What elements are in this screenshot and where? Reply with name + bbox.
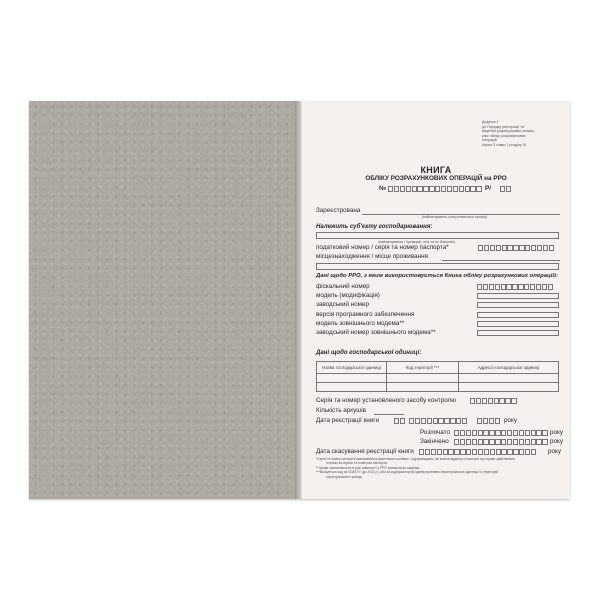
rro-field-software: версія програмного забезпечення — [316, 311, 415, 318]
cancel-date-boxes[interactable] — [419, 449, 537, 455]
cancel-date-label: Дата скасування реєстрації книги — [316, 448, 414, 455]
footnote: ***Вказується код за КОАТУУ (до 2021 р.) або за кодифікатором адміністративно-територіальних одиниць та територій — [316, 470, 499, 475]
appendix-line: книг обліку розрахункових — [482, 133, 526, 138]
unit-cell[interactable] — [317, 374, 387, 383]
control-series-label: Серія та номер установленого засобу контролю — [316, 397, 456, 404]
rro-field-serial: заводський номер — [316, 301, 369, 308]
reg-date-day-boxes[interactable] — [394, 418, 406, 424]
registration-caption: (найменування контролюючого органу) — [422, 215, 488, 219]
appendix-line: ведення розрахункових книжок, — [482, 129, 535, 134]
cancel-date-year-label: року — [548, 448, 561, 455]
book-title: КНИГА — [420, 165, 452, 175]
number-suffix: Р/ — [485, 185, 491, 192]
tax-number-boxes[interactable] — [478, 245, 555, 251]
registration-label: Зареєстрована — [316, 207, 361, 214]
location-line[interactable] — [442, 260, 560, 261]
finished-year-label: року — [550, 438, 563, 445]
rro-heading: Дані щодо РРО, з яким використовується Книга обліку розрахункових операцій: — [316, 273, 558, 279]
control-series-boxes[interactable] — [470, 398, 517, 404]
appendix-line: операцій — [482, 138, 497, 143]
started-date-boxes[interactable] — [454, 430, 548, 436]
unit-table — [316, 361, 559, 392]
tax-number-label: податковий номер / серія та номер паспорта* — [316, 244, 449, 251]
fiscal-number-boxes[interactable] — [477, 284, 554, 290]
started-year-label: року — [550, 429, 563, 436]
unit-col-name: Назва господарської одиниці — [317, 362, 387, 374]
finished-label: Закінчено — [420, 438, 449, 445]
book-subtitle: ОБЛІКУ РОЗРАХУНКОВИХ ОПЕРАЦІЙ на РРО — [365, 175, 507, 182]
footnotes — [316, 457, 515, 479]
model-field[interactable] — [477, 293, 559, 299]
appendix-line: до Порядку реєстрації та — [482, 124, 524, 129]
rro-field-modem-model: модель зовнішнього модема** — [316, 320, 405, 327]
footnote: територіальних громад. — [326, 474, 363, 479]
open-book — [29, 101, 570, 499]
software-field[interactable] — [477, 312, 559, 318]
rro-field-fiscal: фіскальний номер — [316, 283, 370, 290]
location-field[interactable] — [316, 263, 559, 270]
unit-col-code: Код території *** — [387, 362, 459, 374]
location-label: місцезнаходження / місце проживання — [316, 253, 428, 260]
reg-date-year-label: року — [504, 417, 517, 424]
unit-col-address: Адреса господарської одиниці — [459, 362, 559, 374]
appendix-note — [482, 120, 535, 148]
unit-cell[interactable] — [317, 383, 387, 392]
unit-heading: Дані щодо господарської одиниці: — [316, 349, 422, 356]
form-page — [302, 101, 570, 499]
number-label: № — [379, 185, 387, 192]
book-number-suffix-boxes[interactable] — [500, 186, 512, 192]
book-number-boxes[interactable] — [388, 186, 482, 192]
reg-date-year-boxes[interactable] — [477, 418, 501, 424]
sheets-line[interactable] — [374, 414, 404, 415]
reg-date-label: Дата реєстрації книги — [316, 417, 380, 424]
footnote: платежі за серією та номером паспорта. — [326, 461, 388, 466]
unit-cell[interactable] — [459, 374, 559, 383]
unit-cell[interactable] — [387, 383, 459, 392]
finished-date-boxes[interactable] — [454, 439, 548, 445]
appendix-line: Додаток 1 — [482, 120, 499, 124]
sheets-label: Кількість аркушів — [316, 407, 367, 414]
modem-serial-field[interactable] — [477, 330, 559, 336]
owner-name-field[interactable] — [316, 232, 559, 239]
serial-field[interactable] — [477, 302, 559, 308]
unit-cell[interactable] — [459, 383, 559, 392]
reg-date-month-boxes[interactable] — [409, 418, 468, 424]
modem-model-field[interactable] — [477, 321, 559, 327]
rro-field-modem-serial: заводський номер зовнішнього модема** — [316, 329, 436, 336]
owner-heading: Належить суб'єкту господарювання: — [316, 223, 433, 230]
started-label: Розпочато — [420, 429, 450, 436]
footnote: **Графи заповнюються в разі наявності у РРО зовнішнього модема. — [316, 465, 421, 470]
unit-cell[interactable] — [387, 374, 459, 383]
footnote: *Серія та номер паспорта зазначаються фізичними особами - підприємцями, які мають відмітку в паспорті про право здійснювати — [316, 457, 515, 461]
owner-caption: (найменування / прізвище, ім'я та по батькові) — [378, 240, 455, 244]
rro-field-model: модель (модифікація) — [316, 292, 380, 299]
appendix-line: (пункт 3 глави 1 розділу II) — [482, 142, 526, 147]
book-cover — [29, 101, 299, 499]
